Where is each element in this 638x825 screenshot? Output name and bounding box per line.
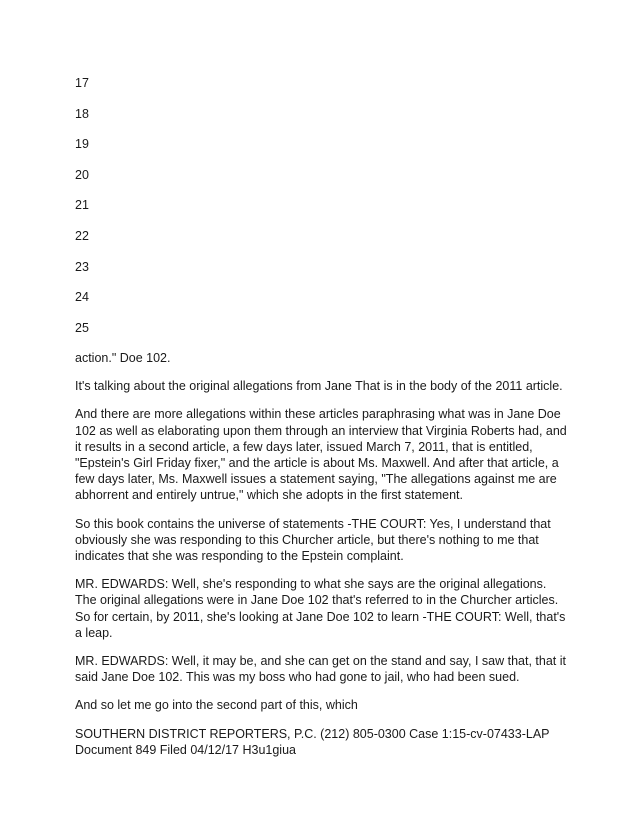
transcript-paragraph: MR. EDWARDS: Well, it may be, and she can get on the stand and say, I saw that, that it said Jane Doe 102. This was my boss who had gone to jail, who had been sued.	[75, 654, 566, 685]
line-number: 17	[75, 76, 89, 90]
line-number: 23	[75, 259, 89, 274]
transcript-paragraph: And there are more allegations within these articles paraphrasing what was in Jane Doe 102 as well as elaborating upon them through an interview that Virginia Roberts had, and it results in a second article, a few days later, issued March 7, 2011, that is entitled, "Epstein's Girl Friday fixer," and the article is about Ms. Maxwell. And after that article, a few days later, Ms. Maxwell issues a statement saying, "The allegations against me are abhorrent and entirely untrue," which she adopts in the first statement.	[75, 407, 567, 503]
line-number: 21	[75, 198, 89, 213]
document-footer: SOUTHERN DISTRICT REPORTERS, P.C. (212) 805-0300 Case 1:15-cv-07433-LAP Document 849 Filed 04/12/17 H3u1giua	[75, 726, 550, 757]
transcript-paragraph: action." Doe 102.	[75, 351, 171, 365]
line-number: 24	[75, 290, 89, 305]
transcript-paragraph: It's talking about the original allegations from Jane That is in the body of the 2011 article.	[75, 379, 563, 394]
line-number: 18	[75, 106, 89, 121]
line-number: 20	[75, 167, 89, 182]
line-number: 19	[75, 137, 89, 152]
line-number: 22	[75, 229, 89, 243]
line-number: 25	[75, 320, 89, 335]
transcript-paragraph: So this book contains the universe of statements -THE COURT: Yes, I understand that obviously she was responding to this Churcher article, but there's nothing to me that indicates that she was responding to the Epstein complaint.	[75, 516, 551, 564]
transcript-paragraph: MR. EDWARDS: Well, she's responding to what she says are the original allegations. The original allegations were in Jane Doe 102 that's referred to in the Churcher articles. So for certain, by 2011, she's looking at Jane Doe 102 to learn -THE COURT: Well, that's a leap.	[75, 577, 566, 640]
transcript-paragraph: And so let me go into the second part of this, which	[75, 698, 358, 713]
transcript-body	[75, 350, 570, 770]
